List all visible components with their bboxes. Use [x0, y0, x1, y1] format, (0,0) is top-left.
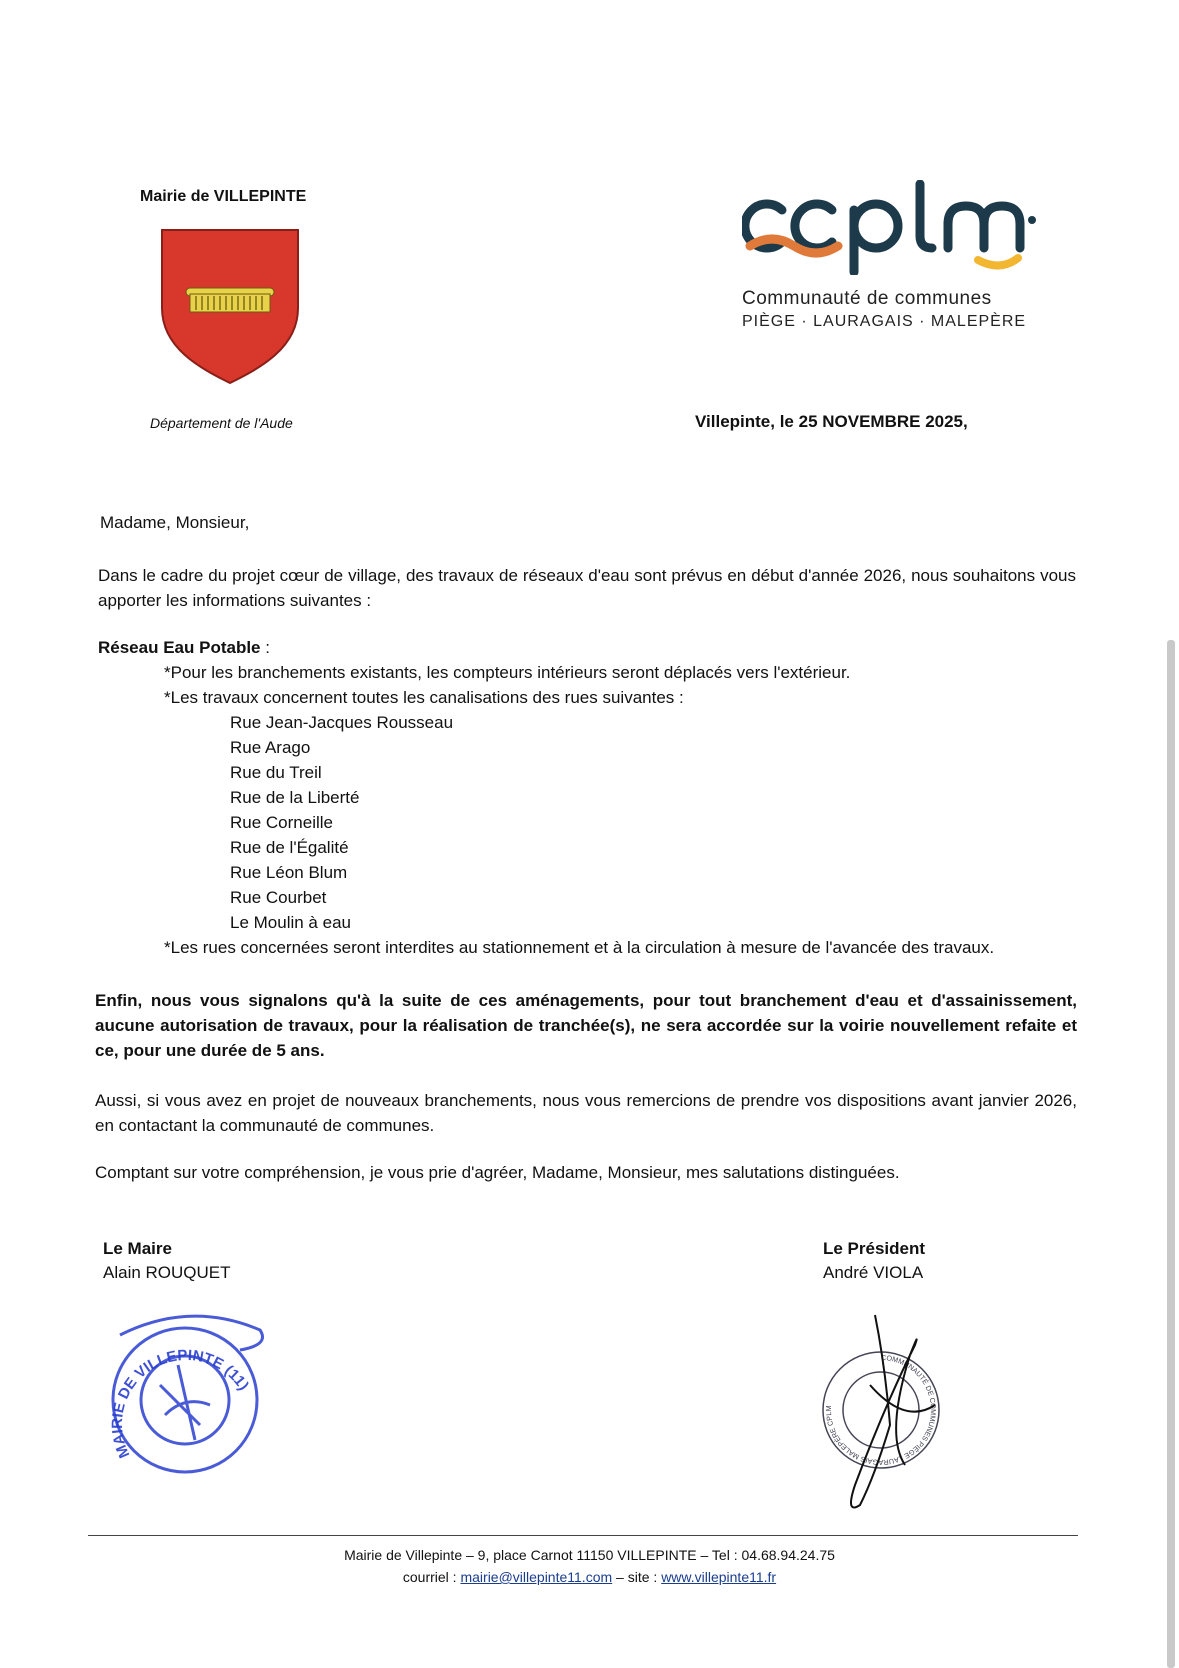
site-label: – site :	[612, 1569, 662, 1585]
ccplm-logo	[742, 180, 1052, 340]
svg-text:COMMUNAUTÉ DE COMMUNES PIÈGE L	[824, 1353, 938, 1467]
email-label: courriel :	[402, 1569, 461, 1585]
section-heading	[98, 638, 270, 658]
mairie-title: Mairie de VILLEPINTE	[140, 188, 307, 205]
section-title: Réseau Eau Potable	[98, 638, 261, 657]
street-item: Le Moulin à eau	[230, 913, 351, 932]
cplm-stamp-text: COMMUNAUTÉ DE COMMUNES PIÈGE LAURAGAIS MALEPÈRE CPLM	[823, 1352, 939, 1468]
email-link[interactable]: mairie@villepinte11.com	[460, 1569, 613, 1585]
bullet-stationnement: *Les rues concernées seront interdites au stationnement et à la circulation à mesure de l'avancée des travaux.	[164, 938, 995, 957]
date-line: Villepinte, le 25 NOVEMBRE 2025,	[695, 412, 968, 431]
street-item: Rue Courbet	[230, 888, 327, 907]
salutation: Madame, Monsieur,	[100, 513, 250, 532]
president-name: André VIOLA	[823, 1263, 924, 1282]
mairie-stamp-icon	[100, 1305, 275, 1485]
mayor-name: Alain ROUQUET	[103, 1263, 231, 1282]
closing-paragraph: Comptant sur votre compréhension, je vous prie d'agréer, Madame, Monsieur, mes salutations distinguées.	[95, 1163, 900, 1182]
logo-subtitle: Communauté de communes	[742, 288, 992, 309]
scrollbar[interactable]	[1167, 640, 1175, 1668]
footer-contact	[0, 1569, 1179, 1585]
street-item: Rue de l'Égalité	[230, 838, 349, 857]
bullet-compteurs: *Pour les branchements existants, les compteurs intérieurs seront déplacés vers l'extérieur.	[164, 663, 851, 682]
website-link[interactable]: www.villepinte11.fr	[661, 1569, 777, 1585]
president-title: Le Président	[823, 1239, 926, 1258]
street-item: Rue de la Liberté	[230, 788, 360, 807]
street-item: Rue Léon Blum	[230, 863, 348, 882]
logo-territories: PIÈGE · LAURAGAIS · MALEPÈRE	[742, 313, 1027, 330]
ccplm-wordmark-icon	[742, 180, 1042, 275]
president-stamp-signature-icon	[815, 1305, 960, 1515]
footer-address: Mairie de Villepinte – 9, place Carnot 11150 VILLEPINTE – Tel : 04.68.94.24.75	[344, 1547, 835, 1563]
mairie-stamp-text: MAIRIE DE VILLEPINTE (11)	[108, 1346, 252, 1461]
street-item: Rue Arago	[230, 738, 311, 757]
street-item: Rue du Treil	[230, 763, 322, 782]
departement-label: Département de l'Aude	[150, 415, 293, 431]
street-item: Rue Corneille	[230, 813, 333, 832]
villepinte-coat-of-arms	[160, 228, 300, 386]
bullet-canalisations: *Les travaux concernent toutes les canalisations des rues suivantes :	[164, 688, 684, 707]
section-colon: :	[260, 638, 270, 657]
street-item: Rue Jean-Jacques Rousseau	[230, 713, 454, 732]
intro-paragraph: Dans le cadre du projet cœur de village, des travaux de réseaux d'eau sont prévus en début d'année 2026, nous souhaitons vous apporter les informations suivantes :	[98, 566, 1076, 610]
footer-divider	[88, 1535, 1078, 1536]
mayor-title: Le Maire	[103, 1239, 172, 1258]
request-paragraph: Aussi, si vous avez en projet de nouveaux branchements, nous vous remercions de prendre vos dispositions avant janvier 2026, en contactant la communauté de communes.	[95, 1091, 1077, 1135]
warning-paragraph: Enfin, nous vous signalons qu'à la suite de ces aménagements, pour tout branchement d'eau et d'assainissement, aucune autorisation de travaux, pour la réalisation de tranchée(s), ne sera accordée sur la voirie nouvellement refaite et ce, pour une durée de 5 ans.	[95, 991, 1077, 1060]
